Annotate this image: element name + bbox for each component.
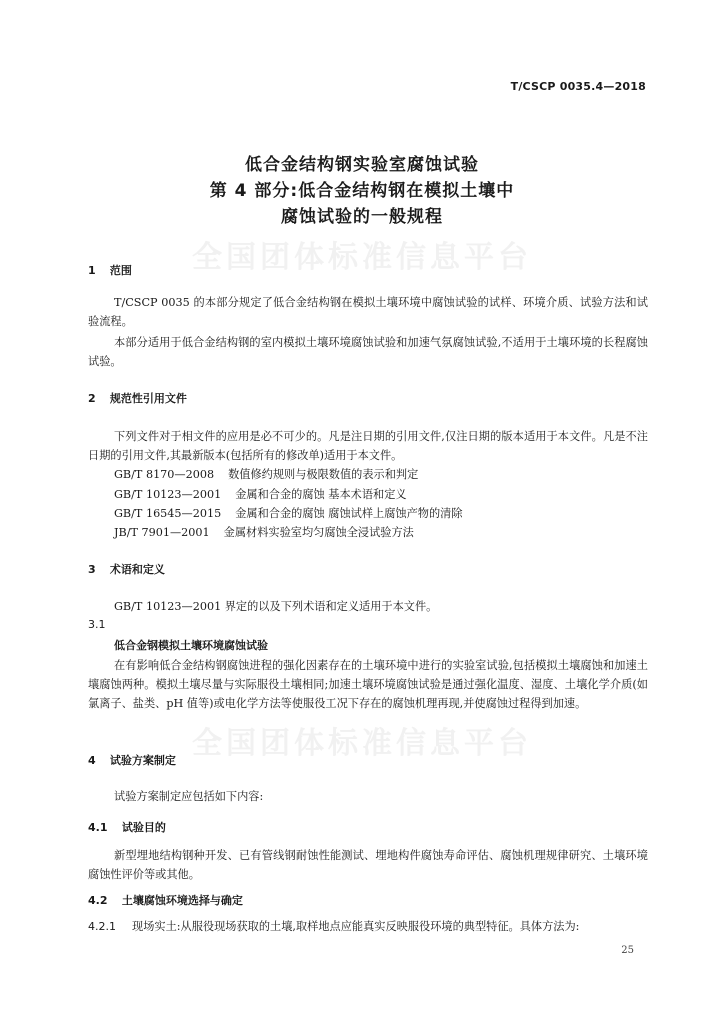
section-3-intro: GB/T 10123—2001 界定的以及下列术语和定义适用于本文件。 xyxy=(114,600,438,613)
watermark-bottom: 全国团体标准信息平台 xyxy=(192,726,532,761)
reference-1-title: 数值修约规则与极限数值的表示和判定 xyxy=(228,468,419,481)
subsection-4-2-title: 土壤腐蚀环境选择与确定 xyxy=(121,894,243,907)
reference-2 xyxy=(114,486,407,502)
section-1-title: 范围 xyxy=(109,264,132,277)
section-1-heading xyxy=(88,262,132,278)
reference-1 xyxy=(114,466,418,482)
reference-2-title: 金属和合金的腐蚀 基本术语和定义 xyxy=(235,488,407,501)
reference-2-code: GB/T 10123—2001 xyxy=(114,488,222,501)
subsection-4-1-heading xyxy=(88,819,166,835)
section-4-intro: 试验方案制定应包括如下内容: xyxy=(114,790,264,803)
watermark-top: 全国团体标准信息平台 xyxy=(192,240,532,275)
section-2-number: 2 xyxy=(88,392,96,405)
subsection-4-1-text: 新型埋地结构钢种开发、已有管线钢耐蚀性能测试、埋地构件腐蚀寿命评估、腐蚀机理规律研究、土壤环境腐蚀性评价等或其他。 xyxy=(88,849,648,881)
subsection-4-1-title: 试验目的 xyxy=(121,821,166,834)
page-number: 25 xyxy=(621,945,634,956)
subsection-4-2-1 xyxy=(88,918,579,934)
reference-4-code: JB/T 7901—2001 xyxy=(114,526,210,539)
subsection-4-2-1-text: 现场实土:从服役现场获取的土壤,取样地点应能真实反映服役环境的典型特征。具体方法为: xyxy=(132,920,580,933)
subsection-4-1-number: 4.1 xyxy=(88,821,108,834)
section-4-title: 试验方案制定 xyxy=(109,754,176,767)
standard-code: T/CSCP 0035.4—2018 xyxy=(510,80,646,93)
section-1-paragraph-1: T/CSCP 0035 的本部分规定了低合金结构钢在模拟土壤环境中腐蚀试验的试样、环境介质、试验方法和试验流程。 xyxy=(88,296,648,328)
section-4-heading xyxy=(88,752,176,768)
section-1-paragraph-2: 本部分适用于低合金结构钢的室内模拟土壤环境腐蚀试验和加速气氛腐蚀试验,不适用于土壤环境的长程腐蚀试验。 xyxy=(88,336,648,368)
section-3-number: 3 xyxy=(88,563,96,576)
reference-3-title: 金属和合金的腐蚀 腐蚀试样上腐蚀产物的清除 xyxy=(235,507,463,520)
subsection-4-2-1-number: 4.2.1 xyxy=(88,920,116,933)
title-line-2: 第 4 部分:低合金结构钢在模拟土壤中 xyxy=(209,181,515,201)
section-2-intro: 下列文件对于相文件的应用是必不可少的。凡是注日期的引用文件,仅注日期的版本适用于本文件。凡是不注日期的引用文件,其最新版本(包括所有的修改单)适用于本文件。 xyxy=(88,430,648,462)
title-line-1: 低合金结构钢实验室腐蚀试验 xyxy=(245,155,479,175)
section-2-title: 规范性引用文件 xyxy=(109,392,187,405)
section-1-number: 1 xyxy=(88,264,96,277)
term-name: 低合金钢模拟土壤环境腐蚀试验 xyxy=(114,639,268,652)
reference-4 xyxy=(114,524,414,540)
reference-3-code: GB/T 16545—2015 xyxy=(114,507,222,520)
term-definition: 在有影响低合金结构钢腐蚀进程的强化因素存在的土壤环境中进行的实验室试验,包括模拟土壤腐蚀和加速土壤腐蚀两种。模拟土壤尽量与实际服役土壤相同;加速土壤环境腐蚀试验是通过强化温度、湿度、土壤化学介质(如氯离子、盐类、pH 值等)或电化学方法等使服役工况下存在的腐蚀机理再现,并使腐蚀过程得到加速。 xyxy=(88,659,648,710)
reference-1-code: GB/T 8170—2008 xyxy=(114,468,215,481)
reference-3 xyxy=(114,505,463,521)
section-3-title: 术语和定义 xyxy=(109,563,165,576)
section-4-number: 4 xyxy=(88,754,96,767)
term-number: 3.1 xyxy=(88,618,106,631)
section-3-heading xyxy=(88,561,165,577)
subsection-4-2-heading xyxy=(88,892,243,908)
reference-4-title: 金属材料实验室均匀腐蚀全浸试验方法 xyxy=(223,526,414,539)
subsection-4-2-number: 4.2 xyxy=(88,894,108,907)
title-line-3: 腐蚀试验的一般规程 xyxy=(281,207,443,227)
section-2-heading xyxy=(88,390,187,406)
